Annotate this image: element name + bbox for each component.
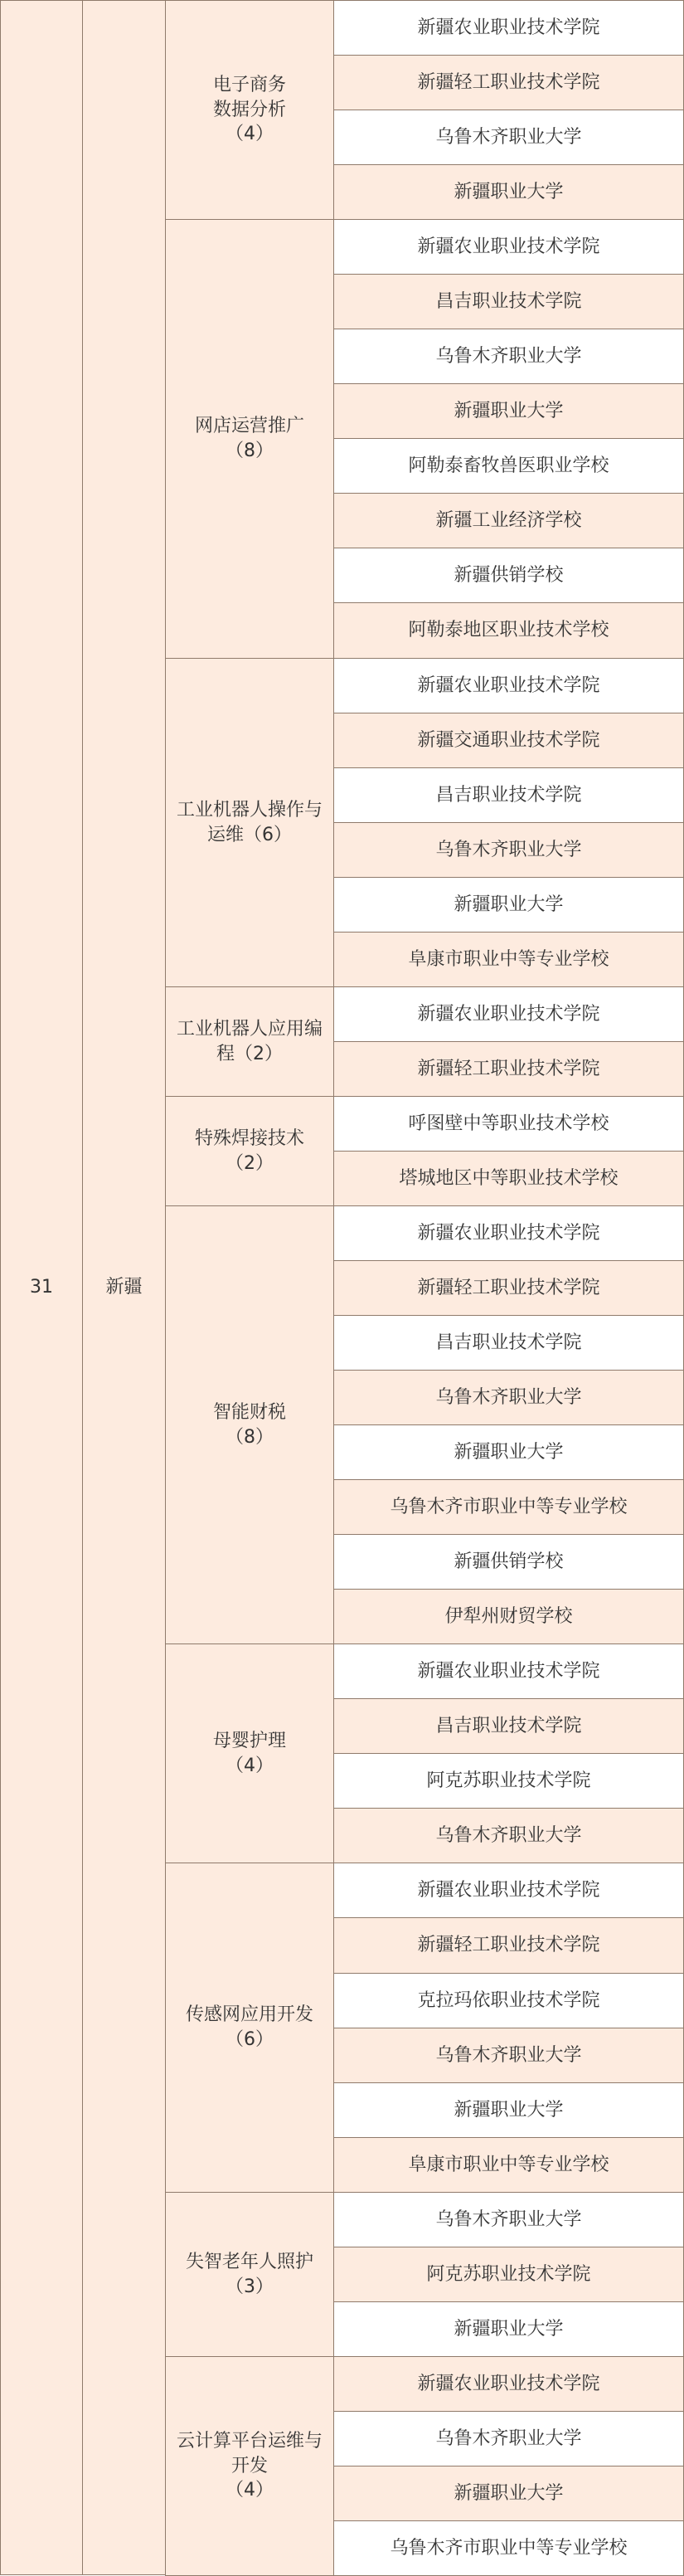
school-name: 新疆轻工职业技术学院 <box>333 1917 684 1974</box>
school-name: 新疆轻工职业技术学院 <box>333 1041 684 1097</box>
school-name: 新疆农业职业技术学院 <box>333 1205 684 1261</box>
school-name: 新疆工业经济学校 <box>333 493 684 548</box>
school-name: 阿勒泰地区职业技术学校 <box>333 602 684 659</box>
school-name: 乌鲁木齐职业大学 <box>333 1808 684 1863</box>
school-name: 呼图壁中等职业技术学校 <box>333 1096 684 1152</box>
region-name: 新疆 <box>82 0 166 2575</box>
major-name: 工业机器人应用编 程（2） <box>165 986 334 1097</box>
major-name: 网店运营推广 （8） <box>165 219 334 659</box>
major-name: 传感网应用开发 （6） <box>165 1863 334 2193</box>
major-name: 工业机器人操作与 运维（6） <box>165 658 334 987</box>
major-name: 失智老年人照护 （3） <box>165 2192 334 2357</box>
major-name: 智能财税 （8） <box>165 1205 334 1644</box>
school-name: 昌吉职业技术学院 <box>333 767 684 823</box>
school-name: 新疆农业职业技术学院 <box>333 658 684 713</box>
school-name: 新疆职业大学 <box>333 2466 684 2521</box>
school-name: 昌吉职业技术学院 <box>333 274 684 329</box>
school-name: 新疆职业大学 <box>333 2082 684 2138</box>
school-name: 阜康市职业中等专业学校 <box>333 932 684 987</box>
row-number: 31 <box>0 0 83 2575</box>
school-name: 昌吉职业技术学院 <box>333 1698 684 1754</box>
school-name: 新疆职业大学 <box>333 383 684 439</box>
school-name: 新疆职业大学 <box>333 164 684 220</box>
school-name: 乌鲁木齐职业大学 <box>333 822 684 878</box>
school-name: 新疆职业大学 <box>333 1424 684 1480</box>
major-name: 特殊焊接技术 （2） <box>165 1096 334 1206</box>
school-name: 新疆轻工职业技术学院 <box>333 55 684 110</box>
school-name: 克拉玛依职业技术学院 <box>333 1973 684 2028</box>
school-name: 新疆农业职业技术学院 <box>333 0 684 56</box>
school-name: 新疆职业大学 <box>333 877 684 933</box>
school-name: 乌鲁木齐职业大学 <box>333 2192 684 2247</box>
school-name: 新疆职业大学 <box>333 2301 684 2357</box>
school-name: 新疆供销学校 <box>333 548 684 603</box>
school-name: 新疆农业职业技术学院 <box>333 986 684 1042</box>
school-name: 乌鲁木齐职业大学 <box>333 329 684 384</box>
school-name: 阿勒泰畜牧兽医职业学校 <box>333 438 684 494</box>
school-name: 新疆农业职业技术学院 <box>333 219 684 275</box>
school-name: 新疆轻工职业技术学院 <box>333 1260 684 1316</box>
school-name: 塔城地区中等职业技术学校 <box>333 1151 684 1206</box>
school-name: 新疆农业职业技术学院 <box>333 1863 684 1918</box>
school-name: 新疆农业职业技术学院 <box>333 1643 684 1699</box>
school-name: 新疆农业职业技术学院 <box>333 2356 684 2412</box>
school-name: 昌吉职业技术学院 <box>333 1315 684 1371</box>
major-name: 母婴护理 （4） <box>165 1643 334 1863</box>
school-name: 乌鲁木齐职业大学 <box>333 2411 684 2466</box>
school-name: 阿克苏职业技术学院 <box>333 1753 684 1809</box>
school-name: 乌鲁木齐职业大学 <box>333 110 684 165</box>
school-name: 新疆交通职业技术学院 <box>333 713 684 768</box>
school-name: 新疆供销学校 <box>333 1534 684 1590</box>
school-name: 乌鲁木齐市职业中等专业学校 <box>333 1479 684 1535</box>
school-name: 乌鲁木齐职业大学 <box>333 2028 684 2083</box>
school-name: 乌鲁木齐市职业中等专业学校 <box>333 2520 684 2576</box>
major-name: 电子商务 数据分析 （4） <box>165 0 334 220</box>
school-name: 伊犁州财贸学校 <box>333 1589 684 1644</box>
major-name: 云计算平台运维与 开发 （4） <box>165 2356 334 2576</box>
school-name: 阜康市职业中等专业学校 <box>333 2137 684 2193</box>
school-name: 乌鲁木齐职业大学 <box>333 1370 684 1425</box>
school-name: 阿克苏职业技术学院 <box>333 2247 684 2302</box>
